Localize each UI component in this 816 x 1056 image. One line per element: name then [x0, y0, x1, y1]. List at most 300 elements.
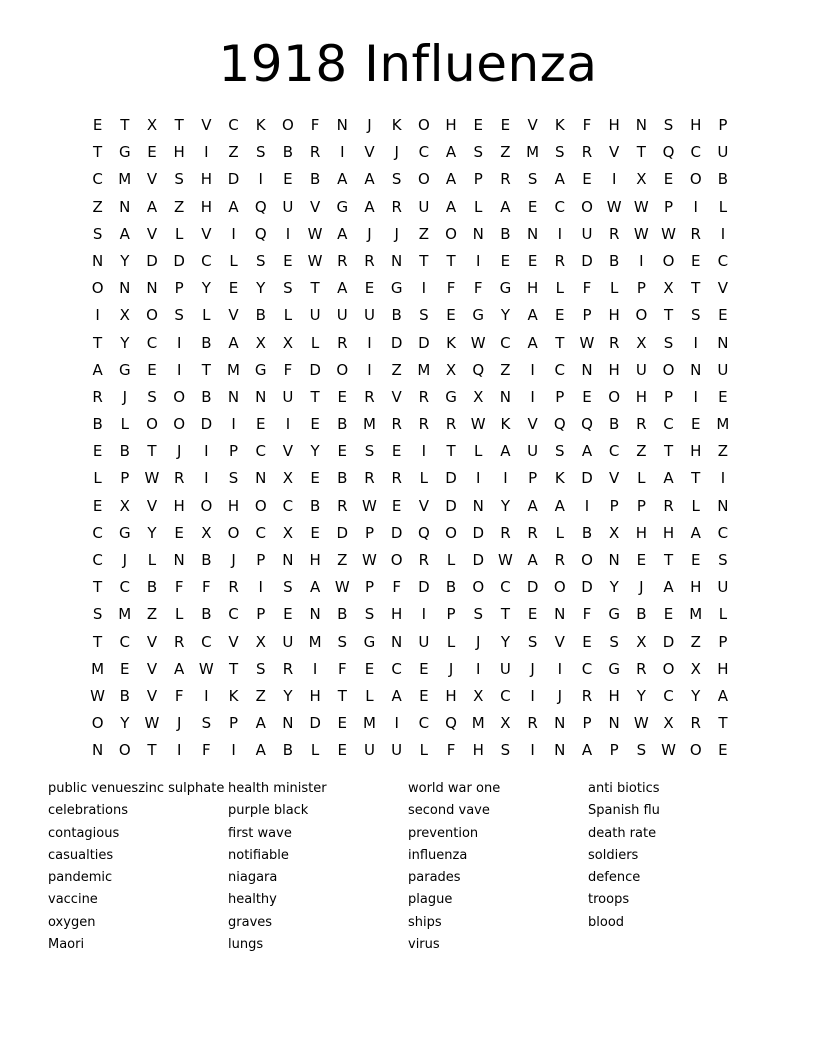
grid-letter: I	[95, 306, 100, 325]
grid-letter: N	[91, 251, 104, 270]
grid-letter: P	[446, 605, 456, 624]
grid-letter: I	[476, 251, 481, 270]
grid-row	[84, 548, 737, 575]
grid-letter: N	[608, 714, 620, 733]
grid-letter: H	[608, 306, 620, 325]
grid-letter: W	[307, 251, 323, 270]
grid-letter: F	[283, 360, 293, 379]
grid-letter: C	[717, 523, 729, 542]
grid-letter: D	[390, 523, 403, 542]
grid-letter: E	[391, 496, 402, 515]
grid-letter: N	[173, 551, 185, 569]
grid-letter: B	[717, 170, 729, 189]
grid-letter: O	[146, 415, 158, 434]
grid-letter: T	[718, 714, 728, 733]
grid-letter: L	[93, 469, 102, 488]
grid-letter: X	[663, 714, 674, 733]
grid-row	[84, 195, 737, 222]
grid-letter: H	[173, 143, 185, 162]
grid-letter: L	[691, 496, 700, 515]
grid-letter: G	[472, 306, 485, 325]
grid-letter: A	[527, 551, 538, 569]
grid-letter: L	[174, 605, 184, 624]
grid-letter: D	[581, 469, 593, 488]
grid-letter: O	[282, 116, 294, 134]
grid-letter: H	[690, 578, 702, 597]
grid-letter: B	[119, 442, 130, 461]
grid-letter: K	[228, 686, 239, 705]
grid-letter: I	[693, 387, 698, 406]
grid-letter: B	[119, 686, 130, 705]
grid-letter: Z	[174, 197, 185, 216]
grid-letter: B	[282, 741, 294, 760]
word-list-item: second vave	[408, 803, 490, 819]
grid-letter: B	[201, 387, 212, 406]
grid-letter: N	[146, 279, 158, 298]
grid-letter: E	[582, 387, 592, 406]
grid-letter: Q	[417, 523, 430, 542]
grid-letter: A	[255, 741, 266, 760]
grid-letter: E	[255, 415, 266, 434]
grid-letter: A	[119, 224, 130, 243]
word-list-item: casualties	[48, 847, 114, 863]
grid-letter: D	[418, 333, 430, 352]
grid-letter: F	[202, 741, 211, 760]
grid-letter: H	[662, 523, 675, 542]
grid-letter: A	[92, 360, 103, 379]
grid-letter: A	[146, 197, 158, 216]
grid-letter: I	[258, 578, 263, 597]
word-list-item: vaccine	[48, 892, 98, 908]
grid-letter: W	[606, 197, 622, 216]
grid-letter: N	[91, 741, 104, 760]
grid-letter: I	[611, 170, 617, 189]
grid-letter: N	[255, 387, 267, 406]
grid-letter: S	[174, 170, 184, 189]
grid-letter: O	[689, 741, 702, 760]
grid-letter: U	[717, 143, 729, 162]
grid-letter: U	[363, 306, 375, 325]
grid-letter: R	[500, 523, 511, 542]
grid-letter: R	[636, 659, 647, 678]
grid-letter: A	[527, 496, 538, 515]
grid-letter: E	[636, 551, 647, 569]
grid-letter: P	[718, 632, 728, 651]
grid-letter: F	[582, 605, 592, 624]
grid-letter: D	[309, 360, 321, 379]
grid-row	[84, 303, 737, 330]
grid-letter: C	[663, 686, 674, 705]
grid-letter: R	[391, 197, 402, 216]
grid-letter: C	[92, 523, 103, 542]
grid-letter: O	[662, 360, 675, 379]
grid-letter: S	[255, 143, 266, 162]
grid-letter: E	[147, 360, 157, 379]
grid-letter: E	[337, 387, 348, 406]
grid-letter: I	[720, 224, 726, 243]
grid-letter: S	[663, 333, 674, 352]
grid-letter: P	[528, 469, 538, 488]
grid-letter: D	[146, 251, 158, 270]
grid-letter: V	[146, 686, 158, 705]
grid-letter: Y	[691, 686, 701, 705]
grid-letter: S	[255, 659, 266, 678]
grid-letter: G	[336, 197, 349, 216]
grid-letter: L	[718, 197, 728, 216]
grid-letter: S	[92, 605, 103, 624]
grid-letter: Z	[418, 224, 429, 243]
grid-letter: A	[228, 333, 239, 352]
grid-letter: E	[718, 741, 728, 760]
grid-letter: R	[309, 143, 321, 162]
grid-letter: F	[473, 279, 483, 298]
grid-letter: Z	[636, 442, 647, 461]
grid-letter: N	[309, 605, 321, 624]
grid-letter: S	[147, 387, 157, 406]
grid-letter: B	[201, 333, 212, 352]
grid-letter: S	[255, 251, 266, 270]
grid-letter: R	[581, 686, 593, 705]
grid-letter: R	[282, 659, 294, 678]
grid-letter: K	[255, 116, 266, 134]
grid-letter: M	[227, 360, 240, 379]
grid-letter: C	[119, 632, 131, 651]
grid-letter: Z	[391, 360, 402, 379]
grid-letter: P	[609, 496, 619, 515]
grid-letter: T	[310, 279, 320, 298]
word-column	[48, 778, 228, 956]
grid-letter: O	[608, 387, 621, 406]
grid-letter: N	[608, 551, 620, 569]
grid-row	[84, 276, 737, 303]
grid-letter: B	[337, 469, 348, 488]
grid-letter: W	[307, 224, 323, 243]
grid-letter: S	[283, 578, 293, 597]
grid-letter: L	[446, 632, 456, 651]
grid-letter: D	[445, 469, 457, 488]
grid-letter: E	[663, 605, 674, 624]
grid-letter: V	[228, 306, 239, 325]
grid-letter: I	[693, 333, 698, 352]
grid-letter: T	[93, 143, 103, 162]
grid-letter: L	[474, 442, 483, 461]
grid-letter: I	[204, 143, 209, 162]
grid-letter: U	[581, 224, 593, 243]
word-list-item: death rate	[588, 825, 657, 841]
grid-letter: G	[499, 279, 512, 298]
grid-letter: B	[337, 605, 348, 624]
grid-letter: S	[500, 741, 511, 760]
grid-letter: C	[418, 143, 430, 162]
grid-letter: R	[391, 469, 402, 488]
grid-letter: U	[717, 578, 729, 597]
grid-letter: Z	[228, 143, 239, 162]
word-list-item: world war one	[408, 781, 501, 796]
word-list-item: influenza	[408, 847, 468, 863]
grid-letter: Y	[609, 578, 619, 597]
grid-letter: T	[310, 387, 320, 406]
grid-letter: P	[256, 605, 266, 624]
grid-letter: Q	[254, 197, 267, 216]
grid-letter: W	[661, 224, 676, 243]
grid-letter: Y	[120, 251, 130, 270]
grid-letter: E	[92, 496, 103, 515]
grid-letter: C	[418, 714, 430, 733]
grid-letter: W	[470, 415, 486, 434]
grid-letter: Y	[283, 686, 293, 705]
grid-letter: I	[421, 442, 427, 461]
grid-letter: A	[663, 469, 674, 488]
grid-letter: W	[198, 659, 214, 678]
grid-letter: H	[309, 551, 321, 569]
word-list-item: anti biotics	[588, 781, 660, 796]
grid-letter: J	[448, 659, 454, 678]
grid-row	[84, 466, 737, 493]
grid-letter: P	[664, 197, 674, 216]
grid-letter: W	[334, 578, 350, 597]
grid-letter: B	[282, 143, 294, 162]
grid-letter: H	[635, 387, 647, 406]
grid-letter: E	[337, 442, 348, 461]
grid-letter: B	[636, 605, 647, 624]
grid-letter: U	[635, 360, 647, 379]
word-column	[228, 778, 408, 956]
grid-letter: A	[337, 224, 348, 243]
grid-letter: V	[391, 387, 402, 406]
word-list-item: contagious	[48, 825, 120, 841]
grid-letter: L	[283, 306, 293, 325]
grid-letter: M	[526, 143, 540, 162]
grid-letter: A	[445, 197, 457, 216]
grid-letter: I	[204, 686, 209, 705]
grid-letter: H	[173, 496, 185, 515]
grid-letter: P	[664, 387, 674, 406]
grid-letter: G	[254, 360, 267, 379]
grid-letter: W	[362, 551, 377, 569]
word-list-item: troops	[588, 892, 630, 908]
grid-letter: G	[390, 279, 403, 298]
grid-letter: K	[554, 469, 565, 488]
grid-letter: C	[500, 333, 511, 352]
grid-letter: L	[419, 469, 429, 488]
grid-letter: N	[119, 197, 131, 216]
grid-letter: R	[554, 551, 565, 569]
grid-letter: A	[500, 197, 511, 216]
grid-letter: T	[663, 551, 674, 569]
grid-letter: O	[445, 224, 457, 243]
grid-letter: E	[283, 605, 293, 624]
grid-letter: R	[445, 415, 457, 434]
grid-letter: R	[527, 523, 538, 542]
grid-letter: V	[527, 415, 538, 434]
grid-letter: R	[418, 551, 430, 569]
grid-letter: E	[174, 523, 184, 542]
grid-letter: L	[365, 686, 374, 705]
grid-letter: Z	[92, 197, 103, 216]
grid-letter: T	[337, 686, 347, 705]
grid-letter: T	[446, 251, 456, 270]
grid-letter: R	[173, 632, 185, 651]
grid-letter: H	[391, 605, 403, 624]
grid-letter: N	[554, 741, 566, 760]
grid-letter: D	[200, 415, 213, 434]
grid-letter: V	[282, 442, 294, 461]
grid-letter: I	[367, 333, 372, 352]
grid-letter: C	[228, 116, 239, 134]
grid-letter: R	[663, 496, 674, 515]
grid-letter: T	[419, 251, 429, 270]
grid-row	[84, 167, 737, 194]
grid-letter: S	[228, 469, 239, 488]
grid-letter: I	[231, 415, 236, 434]
grid-letter: F	[392, 578, 401, 597]
word-list-item: notifiable	[228, 847, 289, 863]
grid-letter: Z	[717, 442, 729, 461]
grid-letter: D	[418, 578, 430, 597]
grid-letter: R	[581, 143, 593, 162]
grid-letter: S	[283, 279, 293, 298]
grid-letter: I	[476, 659, 481, 678]
grid-letter: C	[391, 659, 402, 678]
grid-letter: E	[92, 116, 103, 134]
grid-letter: Y	[500, 496, 510, 515]
grid-letter: K	[554, 116, 565, 134]
grid-letter: R	[364, 469, 375, 488]
word-list-item: niagara	[228, 870, 278, 886]
grid-letter: G	[445, 387, 457, 406]
grid-letter: D	[581, 578, 593, 597]
grid-row	[84, 575, 737, 602]
grid-letter: R	[337, 333, 348, 352]
grid-letter: V	[146, 659, 158, 678]
grid-letter: U	[282, 632, 294, 651]
grid-letter: D	[173, 251, 185, 270]
grid-letter: I	[421, 605, 427, 624]
grid-letter: R	[608, 224, 620, 243]
page-title: 1918 Influenza	[218, 35, 598, 93]
grid-letter: H	[690, 116, 702, 134]
grid-letter: E	[582, 170, 592, 189]
grid-letter: A	[554, 170, 565, 189]
grid-letter: N	[472, 496, 484, 515]
grid-letter: C	[500, 578, 511, 597]
grid-letter: I	[285, 224, 291, 243]
grid-letter: S	[527, 170, 538, 189]
grid-letter: H	[608, 686, 620, 705]
grid-letter: O	[200, 496, 213, 515]
grid-letter: E	[718, 306, 728, 325]
grid-letter: V	[309, 197, 321, 216]
grid-letter: E	[228, 279, 239, 298]
grid-row	[84, 113, 737, 140]
grid-letter: C	[146, 333, 158, 352]
grid-letter: O	[472, 578, 485, 597]
grid-letter: L	[446, 551, 456, 569]
grid-letter: S	[663, 116, 674, 134]
grid-letter: M	[417, 360, 431, 379]
grid-row	[84, 412, 737, 439]
grid-letter: A	[364, 197, 375, 216]
grid-letter: E	[337, 714, 348, 733]
grid-letter: I	[421, 279, 427, 298]
grid-letter: V	[609, 469, 620, 488]
grid-letter: P	[555, 387, 565, 406]
grid-letter: A	[717, 686, 729, 705]
grid-letter: L	[555, 279, 564, 298]
grid-letter: F	[174, 578, 184, 597]
grid-letter: N	[554, 605, 566, 624]
grid-letter: Q	[581, 415, 593, 434]
grid-letter: V	[418, 496, 429, 515]
grid-letter: E	[364, 659, 375, 678]
grid-letter: B	[146, 578, 158, 597]
word-list-item: graves	[228, 914, 273, 930]
grid-row	[84, 385, 737, 412]
grid-letter: T	[446, 442, 456, 461]
grid-letter: G	[608, 659, 620, 678]
grid-letter: E	[500, 251, 511, 270]
grid-letter: A	[445, 170, 457, 189]
grid-letter: T	[636, 143, 646, 162]
grid-letter: H	[608, 360, 620, 379]
grid-letter: Q	[662, 143, 675, 162]
grid-letter: G	[118, 360, 131, 379]
grid-letter: A	[309, 578, 321, 597]
grid-letter: A	[690, 523, 701, 542]
grid-letter: H	[445, 116, 457, 134]
grid-letter: H	[608, 116, 620, 134]
grid-letter: J	[394, 143, 399, 162]
grid-letter: I	[176, 741, 182, 760]
grid-letter: A	[391, 686, 402, 705]
grid-letter: R	[391, 415, 402, 434]
grid-letter: L	[637, 469, 646, 488]
grid-letter: H	[227, 496, 240, 515]
grid-letter: E	[147, 143, 157, 162]
grid-letter: N	[255, 469, 267, 488]
grid-letter: A	[500, 442, 511, 461]
grid-letter: E	[283, 251, 293, 270]
grid-letter: B	[391, 306, 402, 325]
grid-letter: S	[92, 224, 103, 243]
grid-letter: R	[690, 714, 701, 733]
grid-letter: O	[662, 659, 675, 678]
grid-letter: L	[174, 224, 184, 243]
grid-letter: R	[500, 170, 511, 189]
grid-letter: R	[527, 714, 538, 733]
grid-letter: C	[92, 170, 103, 189]
grid-letter: C	[282, 496, 294, 515]
grid-letter: U	[282, 387, 294, 406]
grid-letter: T	[120, 116, 130, 134]
grid-letter: D	[526, 578, 539, 597]
word-column	[588, 778, 768, 956]
grid-letter: I	[476, 469, 481, 488]
grid-letter: L	[310, 333, 320, 352]
grid-letter: O	[254, 496, 267, 515]
grid-letter: T	[93, 632, 103, 651]
grid-letter: U	[527, 442, 539, 461]
grid-letter: H	[690, 442, 702, 461]
letter-grid	[84, 113, 737, 766]
grid-letter: R	[228, 578, 239, 597]
grid-letter: E	[120, 659, 130, 678]
grid-letter: V	[146, 170, 158, 189]
grid-letter: D	[336, 523, 349, 542]
grid-letter: N	[282, 714, 294, 733]
grid-letter: G	[118, 523, 131, 542]
grid-letter: L	[310, 741, 320, 760]
